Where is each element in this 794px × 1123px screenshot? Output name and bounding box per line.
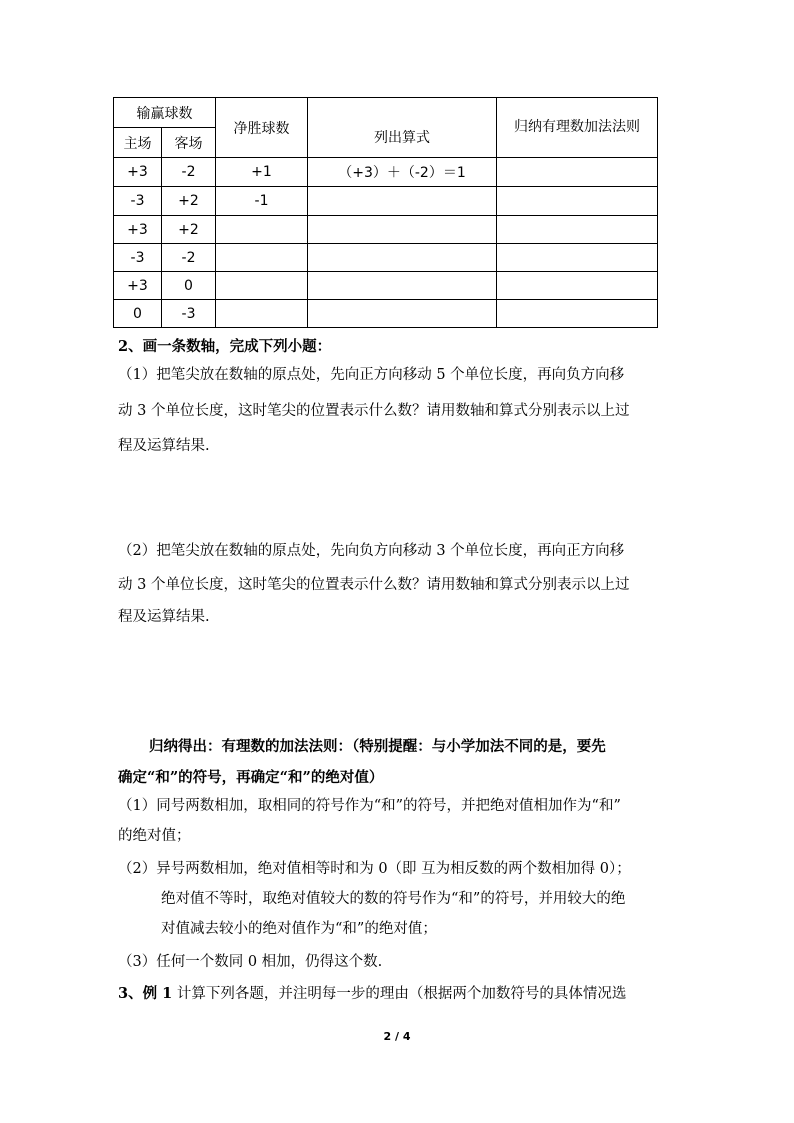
summary-heading-cont: 确定“和”的符号，再确定“和”的绝对值） [118,769,384,786]
question-2-1-line-2: 动 3 个单位长度，这时笔尖的位置表示什么数？请用数轴和算式分别表示以上过 [118,403,630,419]
cell-rule [497,272,658,300]
cell-formula [308,272,497,300]
cell-home: 0 [114,300,162,328]
header-away: 客场 [162,128,216,158]
rule-2-line-1: （2）异号两数相加，绝对值相等时和为 0（即 互为相反数的两个数相加得 0）； [118,861,631,877]
cell-net [216,244,308,272]
cell-home: +3 [114,272,162,300]
cell-formula [308,244,497,272]
cell-rule [497,244,658,272]
question-2-title: 2、画一条数轴，完成下列小题： [118,338,332,355]
header-formula: 列出算式 [308,98,497,158]
question-2-2-line-3: 程及运算结果. [118,609,210,625]
cell-home: +3 [114,216,162,244]
cell-away: 0 [162,272,216,300]
header-rule: 归纳有理数加法法则 [497,98,658,158]
cell-formula [308,187,497,216]
question-3 [118,987,626,1002]
cell-rule [497,216,658,244]
rule-2-line-3: 对值减去较小的绝对值作为“和”的绝对值； [161,921,437,937]
question-3-text: 计算下列各题，并注明每一步的理由（根据两个加数符号的具体情况选 [172,986,627,1002]
cell-net [216,216,308,244]
cell-away: -2 [162,244,216,272]
header-win-loss-goals: 输赢球数 [114,98,216,128]
cell-net: -1 [216,187,308,216]
question-3-label: 3、例 1 [118,985,173,1002]
cell-net [216,272,308,300]
cell-formula [308,300,497,328]
rule-1-line-2: 的绝对值； [118,828,191,844]
rule-1-line-1: （1）同号两数相加，取相同的符号作为“和”的符号，并把绝对值相加作为“和” [118,798,621,814]
cell-home: -3 [114,187,162,216]
cell-home: +3 [114,158,162,187]
header-net-goals: 净胜球数 [216,98,308,158]
question-2-2-line-2: 动 3 个单位长度，这时笔尖的位置表示什么数？请用数轴和算式分别表示以上过 [118,577,630,593]
cell-away: +2 [162,187,216,216]
question-2-1-line-3: 程及运算结果. [118,438,210,454]
cell-formula: （+3）＋（-2）＝1 [308,158,497,187]
cell-net: +1 [216,158,308,187]
cell-away: +2 [162,216,216,244]
cell-formula [308,216,497,244]
question-2-1-line-1: （1）把笔尖放在数轴的原点处，先向正方向移动 5 个单位长度，再向负方向移 [118,367,625,383]
summary-heading: 归纳得出：有理数的加法法则：（特别提醒：与小学加法不同的是，要先 [149,738,606,755]
cell-rule [497,158,658,187]
header-home: 主场 [114,128,162,158]
question-2-2-line-1: （2）把笔尖放在数轴的原点处，先向负方向移动 3 个单位长度，再向正方向移 [118,543,625,559]
rule-3: （3）任何一个数同 0 相加，仍得这个数. [118,954,383,970]
cell-rule [497,187,658,216]
cell-rule [497,300,658,328]
score-table [113,97,658,328]
cell-net [216,300,308,328]
cell-away: -3 [162,300,216,328]
cell-home: -3 [114,244,162,272]
cell-away: -2 [162,158,216,187]
page-number: 2 / 4 [383,1030,411,1043]
rule-2-line-2: 绝对值不等时，取绝对值较大的数的符号作为“和”的符号，并用较大的绝 [161,891,626,907]
